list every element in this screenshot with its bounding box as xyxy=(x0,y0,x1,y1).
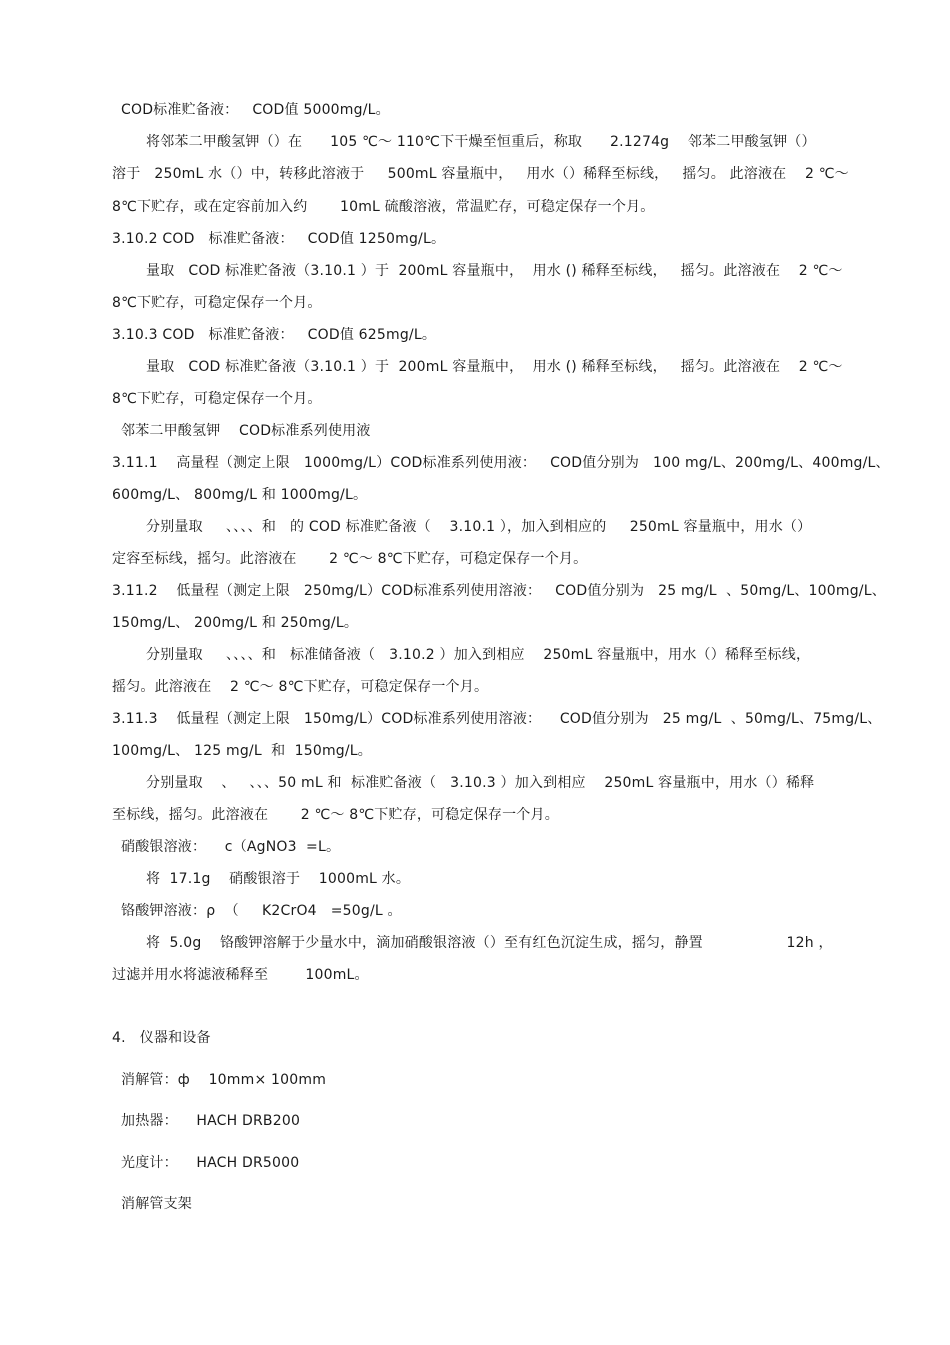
text-line: 分别量取 、、、、和 的 COD 标准贮备液（ 3.10.1 ），加入到相应的 250mL 容量瓶中，用水（） xyxy=(146,519,812,535)
text-line: 将 17.1g 硝酸银溶于 1000mL 水。 xyxy=(146,871,411,887)
text-line: 铬酸钾溶液：ρ （ K2CrO4 =50g/L 。 xyxy=(121,903,402,919)
text-line: 量取 COD 标准贮备液（3.10.1 ）于 200mL 容量瓶中， 用水 () 稀释至标线， 摇匀。此溶液在 2 ℃～ xyxy=(146,263,843,279)
equipment-item: 消解管支架 xyxy=(121,1196,192,1212)
section-heading: 3.10.3 COD 标准贮备液： COD值 625mg/L。 xyxy=(112,327,437,343)
text-line: 定容至标线，摇匀。此溶液在 2 ℃～ 8℃下贮存，可稳定保存一个月。 xyxy=(112,551,588,567)
text-line: 8℃下贮存，或在定容前加入约 10mL 硫酸溶液，常温贮存，可稳定保存一个月。 xyxy=(112,199,655,215)
text-line: 将邻苯二甲酸氢钾（）在 105 ℃～ 110℃下干燥至恒重后，称取 2.1274g 邻苯二甲酸氢钾（） xyxy=(146,134,816,150)
text-line: 8℃下贮存，可稳定保存一个月。 xyxy=(112,295,322,311)
section-heading: 3.11.1 高量程（测定上限 1000mg/L）COD标准系列使用液： COD值分别为 100 mg/L、200mg/L、400mg/L、 xyxy=(112,455,890,471)
text-line: 150mg/L、 200mg/L 和 250mg/L。 xyxy=(112,615,359,631)
text-line: 分别量取 、、、、和 标准储备液（ 3.10.2 ）加入到相应 250mL 容量瓶中，用水（）稀释至标线， xyxy=(146,647,811,663)
section-heading: 3.10.2 COD 标准贮备液： COD值 1250mg/L。 xyxy=(112,231,446,247)
text-line: 过滤并用水将滤液稀释至 100mL。 xyxy=(112,967,369,983)
text-line: 量取 COD 标准贮备液（3.10.1 ）于 200mL 容量瓶中， 用水 () 稀释至标线， 摇匀。此溶液在 2 ℃～ xyxy=(146,359,843,375)
equipment-item: 加热器： HACH DRB200 xyxy=(121,1113,301,1129)
text-line: 摇匀。此溶液在 2 ℃～ 8℃下贮存，可稳定保存一个月。 xyxy=(112,679,489,695)
text-line: COD标准贮备液： COD值 5000mg/L。 xyxy=(121,102,390,118)
equipment-item: 光度计： HACH DR5000 xyxy=(121,1155,300,1171)
text-line: 将 5.0g 铬酸钾溶解于少量水中，滴加硝酸银溶液（）至有红色沉淀生成，摇匀，静置 12h ， xyxy=(146,935,833,951)
text-line: 至标线，摇匀。此溶液在 2 ℃～ 8℃下贮存，可稳定保存一个月。 xyxy=(112,807,559,823)
section-heading: 3.11.2 低量程（测定上限 250mg/L）COD标准系列使用溶液： COD值分别为 25 mg/L 、50mg/L、100mg/L、 xyxy=(112,583,886,599)
section-heading: 3.11.3 低量程（测定上限 150mg/L）COD标准系列使用溶液： COD值分别为 25 mg/L 、50mg/L、75mg/L、 xyxy=(112,711,882,727)
text-line: 分别量取 、 、、、50 mL 和 标准贮备液（ 3.10.3 ）加入到相应 250mL 容量瓶中，用水（）稀释 xyxy=(146,775,815,791)
text-line: 邻苯二甲酸氢钾 COD标准系列使用液 xyxy=(121,423,371,439)
equipment-item: 消解管：ф 10mm× 100mm xyxy=(121,1072,327,1088)
text-line: 100mg/L、 125 mg/L 和 150mg/L。 xyxy=(112,743,372,759)
section-heading: 4. 仪器和设备 xyxy=(112,1030,211,1046)
text-line: 硝酸银溶液： c（AgNO3 =L。 xyxy=(121,839,341,855)
text-line: 8℃下贮存，可稳定保存一个月。 xyxy=(112,391,322,407)
text-line: 600mg/L、 800mg/L 和 1000mg/L。 xyxy=(112,487,368,503)
text-line: 溶于 250mL 水（）中，转移此溶液于 500mL 容量瓶中， 用水（）稀释至标线， 摇匀。 此溶液在 2 ℃～ xyxy=(112,166,849,182)
